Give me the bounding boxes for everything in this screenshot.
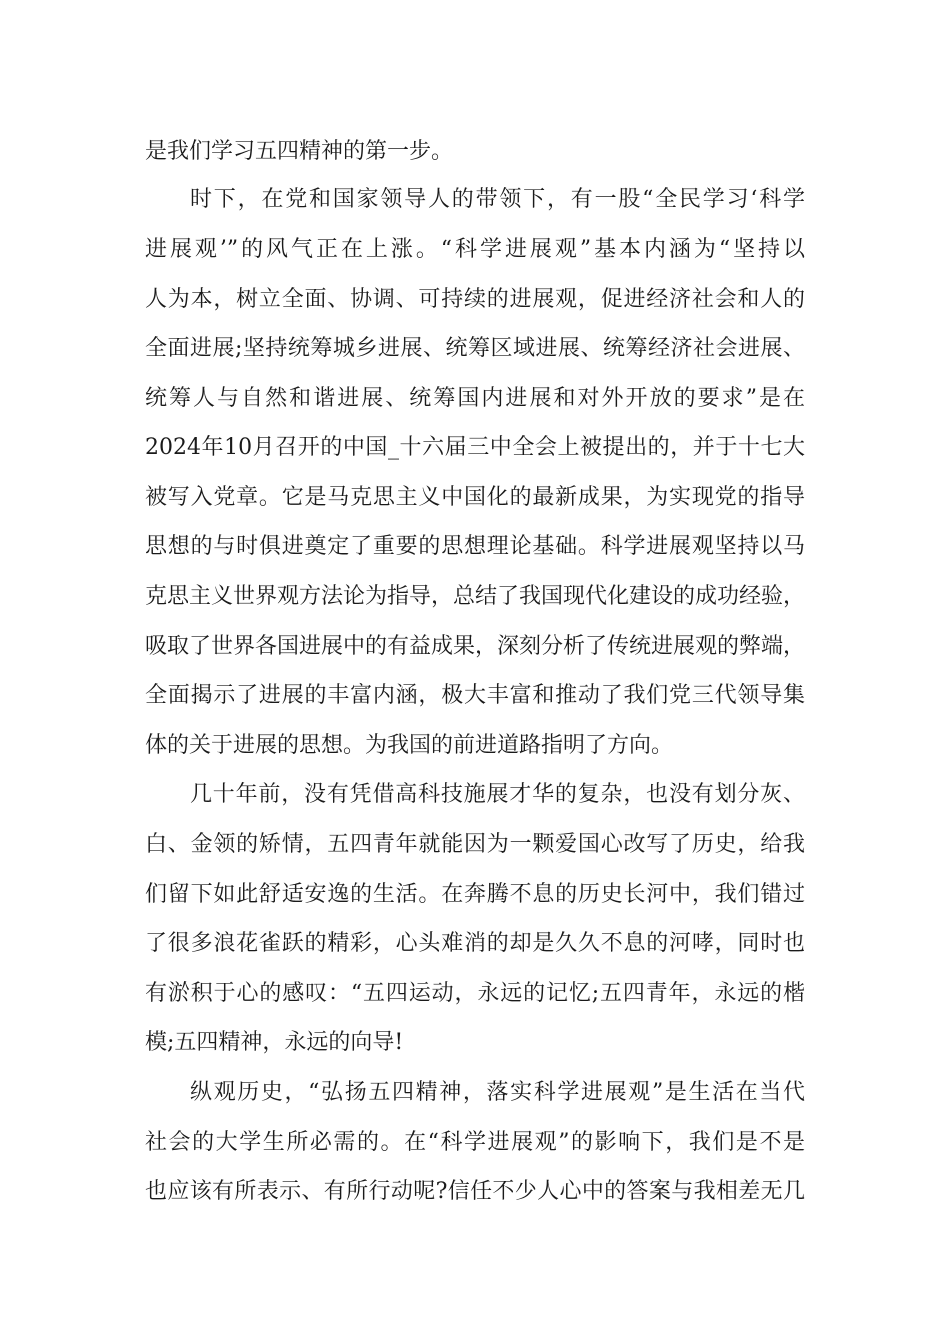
text-line: 白、金领的矫情，五四青年就能因为一颗爱国心改写了历史，给我 [145, 832, 805, 857]
text-line: 时下，在党和国家领导人的带领下，有一股“全民学习‘科学 [190, 187, 805, 212]
text-line: 几十年前，没有凭借高科技施展才华的复杂，也没有划分灰、 [190, 782, 805, 807]
text-line: 统筹人与自然和谐进展、统筹国内进展和对外开放的要求”是在 [145, 386, 805, 411]
text-line: 被写入党章。它是马克思主义中国化的最新成果，为实现党的指导 [145, 485, 805, 510]
text-line: 也应该有所表示、有所行动呢?信任不少人心中的答案与我相差无几 [145, 1179, 805, 1204]
text-line: 进展观’”的风气正在上涨。“科学进展观”基本内涵为“坚持以 [145, 237, 805, 262]
text-line: 体的关于进展的思想。为我国的前进道路指明了方向。 [145, 733, 674, 758]
text-line: 克思主义世界观方法论为指导，总结了我国现代化建设的成功经验， [145, 584, 806, 609]
text-line: 们留下如此舒适安逸的生活。在奔腾不息的历史长河中，我们错过 [145, 882, 805, 907]
text-line: 全面揭示了进展的丰富内涵，极大丰富和推动了我们党三代领导集 [145, 683, 805, 708]
text-line: 了很多浪花雀跃的精彩，心头难消的却是久久不息的河哮，同时也 [145, 931, 805, 956]
text-line: 思想的与时俱进奠定了重要的思想理论基础。科学进展观坚持以马 [145, 534, 805, 559]
text-line: 2024年10月召开的中国_十六届三中全会上被提出的，并于十七大 [145, 435, 805, 460]
text-line: 社会的大学生所必需的。在“科学进展观”的影响下，我们是不是 [145, 1130, 805, 1155]
text-line: 吸取了世界各国进展中的有益成果，深刻分析了传统进展观的弊端， [145, 634, 806, 659]
text-line: 纵观历史，“弘扬五四精神，落实科学进展观”是生活在当代 [190, 1080, 805, 1105]
text-line: 是我们学习五四精神的第一步。 [145, 139, 454, 164]
text-line: 全面进展;坚持统筹城乡进展、统筹区域进展、统筹经济社会进展、 [145, 336, 805, 361]
text-line: 人为本，树立全面、协调、可持续的进展观，促进经济社会和人的 [145, 287, 805, 312]
text-line: 模;五四精神，永远的向导! [145, 1030, 404, 1055]
text-line: 有淤积于心的感叹：“五四运动，永远的记忆;五四青年，永远的楷 [145, 981, 805, 1006]
